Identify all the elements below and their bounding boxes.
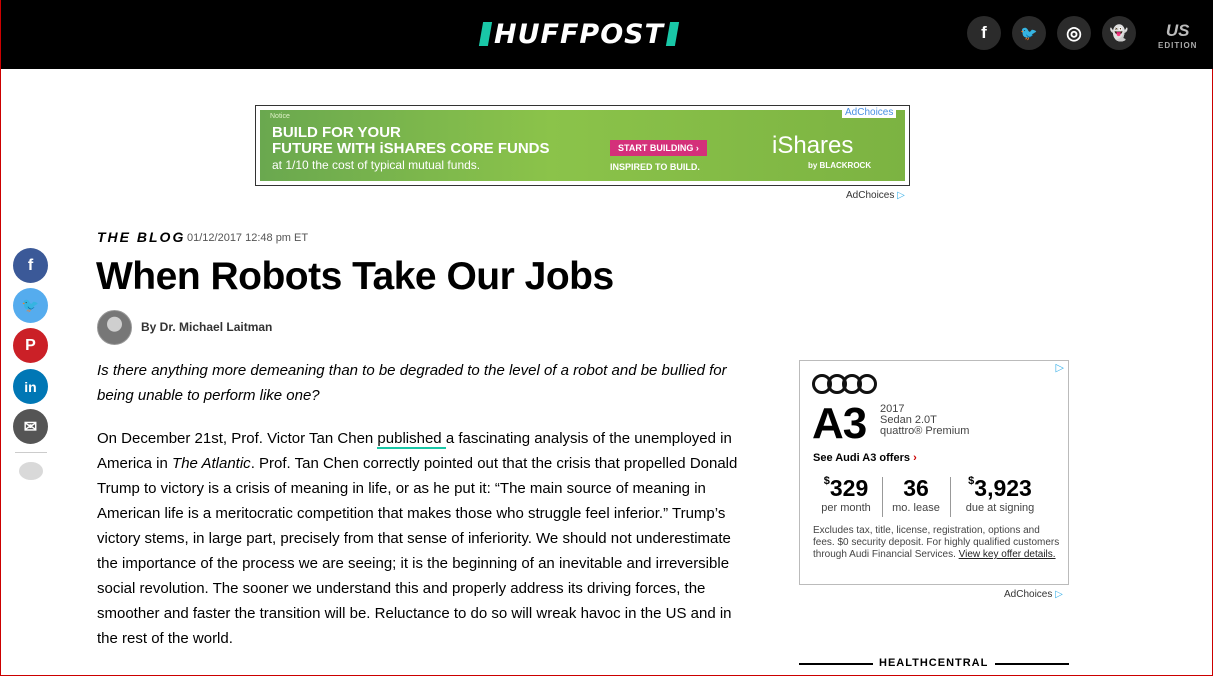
publish-date: 01/12/2017 12:48 pm ET bbox=[187, 232, 309, 244]
body-text-1: On December 21st, Prof. Victor Tan Chen bbox=[97, 430, 378, 447]
share-rail-divider bbox=[15, 452, 47, 453]
model-name: A3 bbox=[812, 399, 867, 448]
logo-bar-right bbox=[666, 22, 679, 46]
twitter-icon[interactable]: 🐦 bbox=[1012, 16, 1046, 50]
price-label: due at signing bbox=[965, 502, 1035, 514]
edition-main: US bbox=[1165, 21, 1190, 40]
adchoices-label: AdChoices bbox=[1004, 589, 1053, 600]
article-paragraph bbox=[97, 426, 742, 651]
comment-icon[interactable] bbox=[19, 462, 43, 480]
body-text-3: . Prof. Tan Chen correctly pointed out that the crisis that propelled Donald Trump to victory is a crisis of meaning in life, or as he put it: “The main source of meaning in American life is a meritocratic competition that makes those who struggle feel inferior.” Trump’s victory stems, in large part, precisely from that sense of inferiority. We should not underestimate the importance of the process we are seeing; it is the beginning of an inevitable and irreversible social revolution. The sooner we understand this and properly address its driving forces, the smoother and faster the transition will be. Reluctance to do so will wreak havoc in the US and in the rest of the world. bbox=[97, 455, 738, 647]
body-text-2: a fascinating analysis of the unemployed in America in bbox=[97, 430, 732, 472]
ad-headline-line-1: BUILD FOR YOUR bbox=[272, 124, 401, 141]
rule-left bbox=[799, 663, 873, 665]
price-amount: 36 bbox=[903, 475, 929, 501]
fine-print-text: Excludes tax, title, license, registration, options and fees. $0 security deposit. For highly qualified customers through Audi Financial Services. bbox=[813, 525, 1060, 560]
price-amount: 329 bbox=[829, 475, 869, 501]
audi-rings-logo bbox=[812, 374, 872, 394]
adchoices-icon: ▷ bbox=[897, 190, 905, 201]
author-byline[interactable]: By Dr. Michael Laitman bbox=[141, 320, 273, 334]
audi-side-ad[interactable] bbox=[799, 360, 1069, 585]
ad-headline bbox=[272, 125, 550, 157]
top-ad-creative[interactable] bbox=[260, 110, 905, 181]
adchoices-icon: ▷ bbox=[1055, 589, 1063, 600]
published-link[interactable]: published bbox=[377, 430, 446, 447]
ad-tagline: INSPIRED TO BUILD. bbox=[610, 162, 700, 172]
blackrock-logo: by BLACKROCK bbox=[808, 161, 872, 170]
section-tag[interactable]: THE BLOG bbox=[97, 229, 186, 245]
price-value bbox=[886, 475, 946, 502]
price-divider bbox=[882, 477, 883, 517]
start-building-button[interactable]: START BUILDING › bbox=[610, 140, 707, 156]
logo-bar-left bbox=[479, 22, 492, 46]
price-value bbox=[954, 475, 1046, 502]
publication-name: The Atlantic bbox=[172, 455, 251, 472]
price-term bbox=[886, 475, 946, 514]
instagram-icon[interactable]: ◎ bbox=[1057, 16, 1091, 50]
share-twitter-icon[interactable]: 🐦 bbox=[13, 288, 48, 323]
snapchat-icon[interactable]: 👻 bbox=[1102, 16, 1136, 50]
model-trim-2: quattro® Premium bbox=[880, 425, 970, 437]
logo-text: HUFFPOST bbox=[494, 18, 665, 50]
model-year: 2017 bbox=[880, 403, 905, 415]
chevron-right-icon: › bbox=[913, 452, 917, 464]
price-currency: $ bbox=[823, 475, 830, 487]
site-header bbox=[1, 0, 1213, 69]
view-offer-details-link[interactable]: View key offer details. bbox=[958, 549, 1056, 560]
ad-subtext: at 1/10 the cost of typical mutual funds. bbox=[272, 158, 481, 172]
ishares-logo: iShares bbox=[772, 132, 854, 159]
price-currency: $ bbox=[968, 475, 975, 487]
model-details bbox=[880, 404, 969, 437]
article-title: When Robots Take Our Jobs bbox=[96, 255, 614, 298]
huffpost-logo[interactable] bbox=[481, 18, 677, 50]
price-due bbox=[954, 475, 1046, 514]
price-monthly bbox=[812, 475, 880, 514]
price-value bbox=[812, 475, 880, 502]
price-amount: 3,923 bbox=[974, 475, 1032, 501]
price-label: per month bbox=[821, 502, 871, 514]
edition-selector[interactable] bbox=[1158, 22, 1197, 50]
top-ad-banner[interactable] bbox=[255, 105, 910, 186]
rule-right bbox=[995, 663, 1069, 665]
healthcentral-label: HEALTHCENTRAL bbox=[879, 657, 989, 669]
adchoices-corner-icon[interactable]: ▷ bbox=[1055, 362, 1064, 374]
offers-label: See Audi A3 offers bbox=[813, 452, 910, 464]
edition-sub: EDITION bbox=[1158, 41, 1198, 50]
author-avatar[interactable] bbox=[97, 310, 132, 345]
share-email-icon[interactable]: ✉ bbox=[13, 409, 48, 444]
facebook-icon[interactable]: f bbox=[967, 16, 1001, 50]
price-divider bbox=[950, 477, 951, 517]
healthcentral-section-header bbox=[799, 657, 1069, 671]
ring-shape bbox=[857, 374, 877, 394]
price-label: mo. lease bbox=[892, 502, 940, 514]
adchoices-label: AdChoices bbox=[846, 190, 895, 201]
share-pinterest-icon[interactable]: P bbox=[13, 328, 48, 363]
ad-headline-line-2: FUTURE WITH iSHARES CORE FUNDS bbox=[272, 140, 550, 157]
share-linkedin-icon[interactable]: in bbox=[13, 369, 48, 404]
adchoices-link-side[interactable] bbox=[1004, 589, 1063, 600]
article-intro: Is there anything more demeaning than to be degraded to the level of a robot and be bullied for being unable to perform like one? bbox=[97, 362, 727, 404]
adchoices-badge[interactable]: AdChoices bbox=[842, 107, 896, 118]
adchoices-link-top[interactable] bbox=[846, 190, 905, 201]
model-trim-1: Sedan 2.0T bbox=[880, 414, 937, 426]
fine-print bbox=[813, 525, 1063, 561]
ad-notice: Notice bbox=[270, 113, 290, 120]
see-offers-link[interactable] bbox=[813, 452, 917, 464]
share-facebook-icon[interactable]: f bbox=[13, 248, 48, 283]
